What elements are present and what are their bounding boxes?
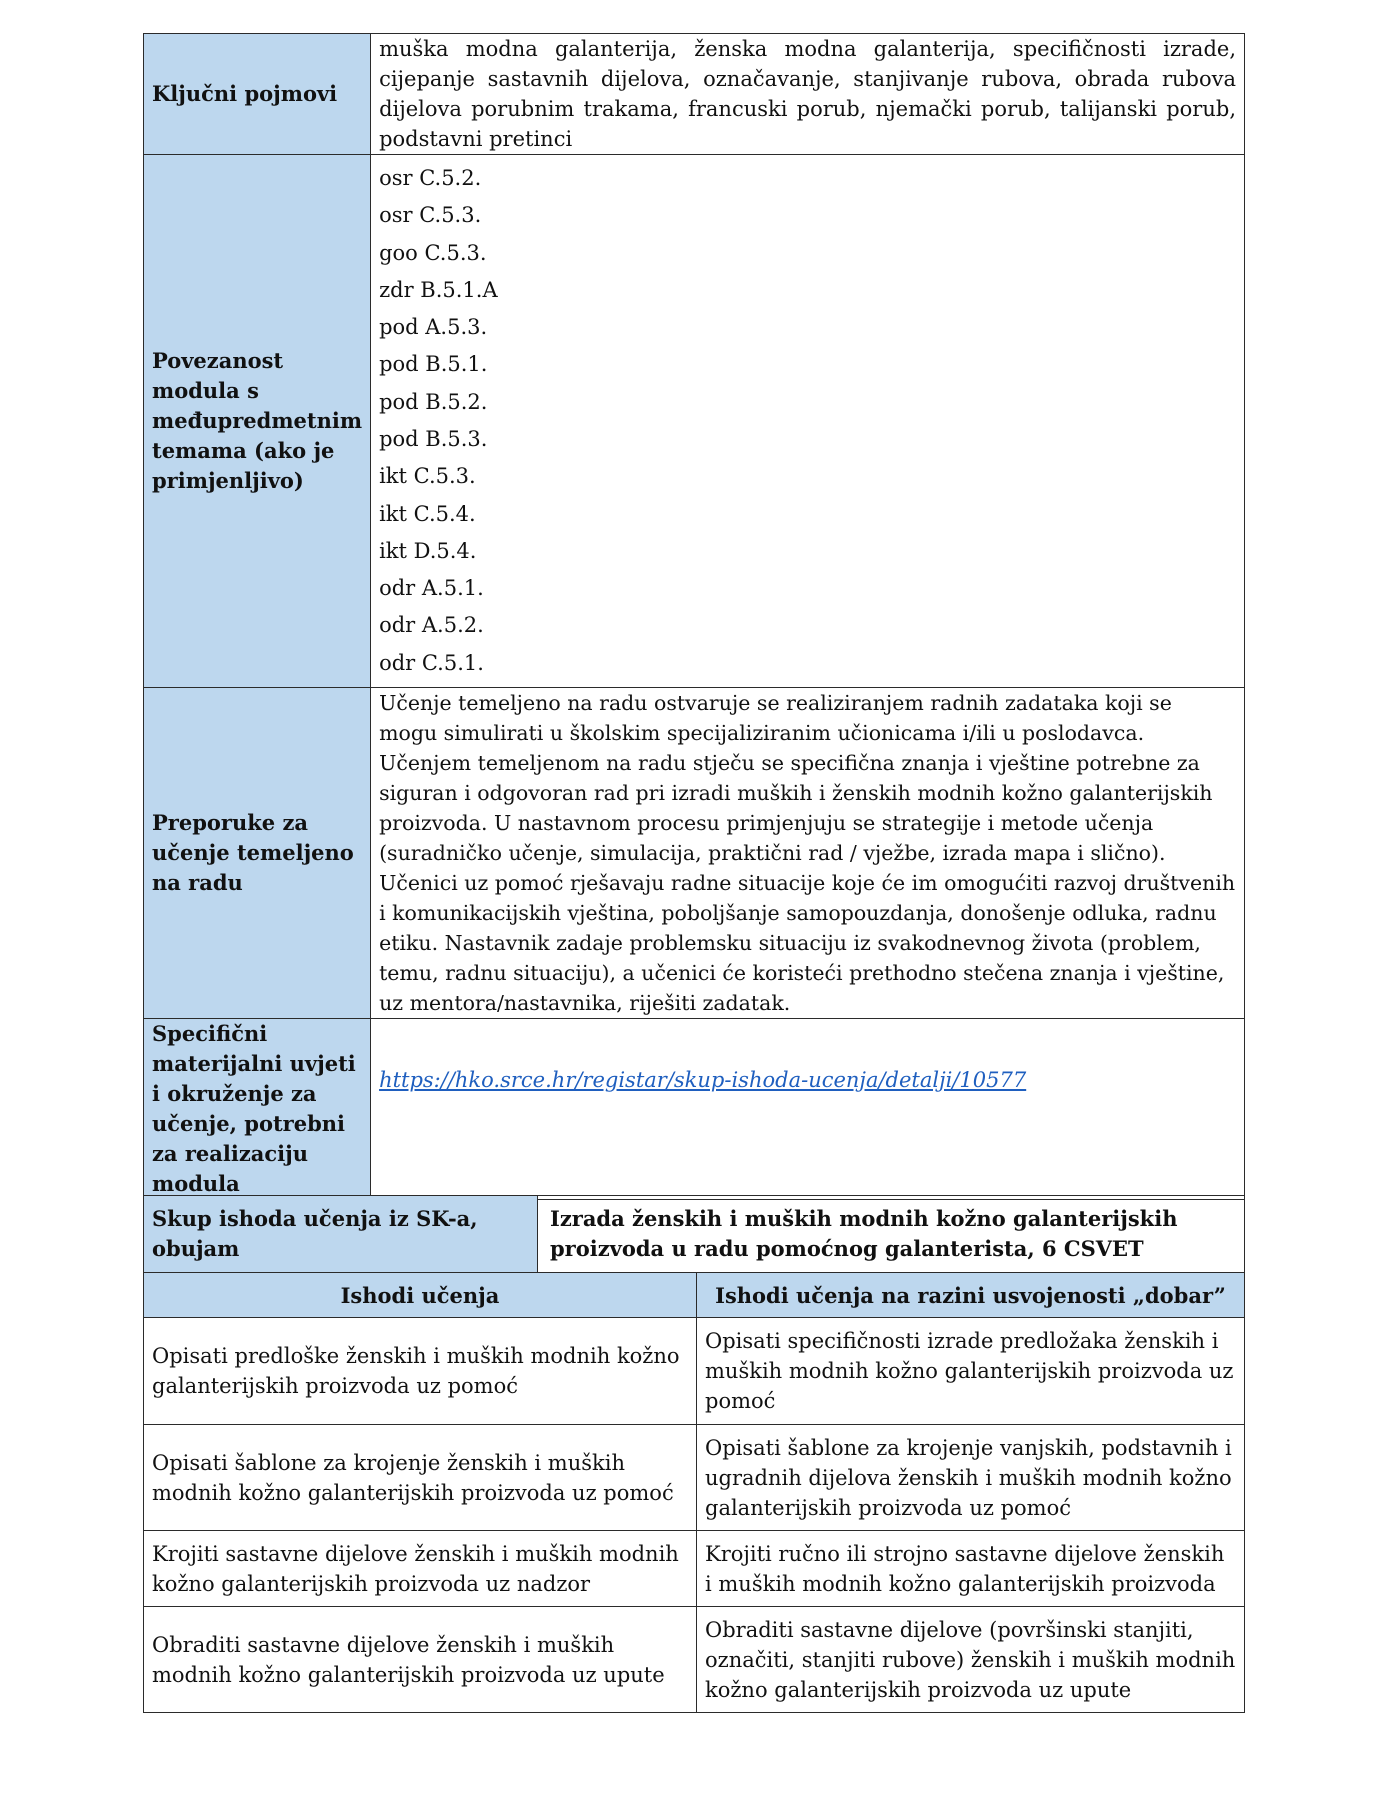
outcomes-header-row	[144, 1273, 1245, 1318]
cross-curricular-codes	[371, 155, 1245, 688]
outcomes-good-header: Ishodi učenja na razini usvojenosti „dobar”	[697, 1273, 1245, 1318]
table-row	[144, 1318, 1245, 1425]
cross-curricular-row	[144, 155, 1245, 688]
outcome-cell: Opisati šablone za krojenje ženskih i muških modnih kožno galanterijskih proizvoda uz pomoć	[144, 1425, 697, 1531]
code-item: ikt C.5.4.	[379, 501, 476, 526]
code-item: pod B.5.2.	[379, 389, 488, 414]
code-item: pod A.5.3.	[379, 315, 488, 340]
work-based-learning-row	[144, 688, 1245, 1019]
outcome-cell: Krojiti sastavne dijelove ženskih i muških modnih kožno galanterijskih proizvoda uz nadzor	[144, 1531, 697, 1607]
key-terms-value: muška modna galanterija, ženska modna galanterija, specifičnosti izrade, cijepanje sastavnih dijelova, označavanje, stanjivanje rubova, obrada rubova dijelova porubnim trakama, francuski porub, njemački porub, talijanski porub, podstavni pretinci	[371, 34, 1245, 155]
code-item: ikt D.5.4.	[379, 538, 477, 563]
cross-curricular-label: Povezanost modula s međupredmetnim temama (ako je primjenljivo)	[144, 155, 371, 688]
code-item: pod B.5.3.	[379, 427, 488, 451]
module-info-table	[143, 33, 1245, 1200]
table-row	[144, 1607, 1245, 1713]
code-item: zdr B.5.1.A	[379, 277, 498, 302]
code-item: ikt C.5.3.	[379, 464, 476, 489]
code-item: goo C.5.3.	[379, 240, 487, 265]
key-terms-label: Ključni pojmovi	[144, 34, 371, 155]
outcomes-set-row	[144, 1196, 1245, 1273]
code-item: pod B.5.1.	[379, 352, 488, 377]
outcome-good-cell: Opisati šablone za krojenje vanjskih, podstavnih i ugradnih dijelova ženskih i muških modnih kožno galanterijskih proizvoda uz pomoć	[697, 1425, 1245, 1531]
code-item: odr A.5.1.	[379, 576, 484, 601]
outcome-cell: Opisati predloške ženskih i muških modnih kožno galanterijskih proizvoda uz pomoć	[144, 1318, 697, 1425]
code-item: osr C.5.2.	[379, 165, 482, 190]
outcomes-set-table	[143, 1195, 1245, 1273]
code-item: osr C.5.3.	[379, 203, 482, 228]
learning-outcomes-table	[143, 1272, 1245, 1713]
outcome-good-cell: Krojiti ručno ili strojno sastavne dijelove ženskih i muških modnih kožno galanterijskih proizvoda	[697, 1531, 1245, 1607]
work-based-learning-label: Preporuke za učenje temeljeno na radu	[144, 688, 371, 1019]
table-row	[144, 1531, 1245, 1607]
outcome-cell: Obraditi sastavne dijelove ženskih i muških modnih kožno galanterijskih proizvoda uz upute	[144, 1607, 697, 1713]
code-item: odr C.5.1.	[379, 650, 484, 675]
outcomes-set-value: Izrada ženskih i muških modnih kožno galanterijskih proizvoda u radu pomoćnog galanterista, 6 CSVET	[538, 1196, 1245, 1273]
outcomes-set-label: Skup ishoda učenja iz SK-a, obujam	[144, 1196, 538, 1273]
table-row	[144, 1425, 1245, 1531]
key-terms-row	[144, 34, 1245, 155]
outcome-good-cell: Obraditi sastavne dijelove (površinski stanjiti, označiti, stanjiti rubove) ženskih i muških modnih kožno galanterijskih proizvoda uz upute	[697, 1607, 1245, 1713]
register-link[interactable]: https://hko.srce.hr/registar/skup-ishoda-ucenja/detalji/10577	[379, 1068, 1027, 1092]
outcome-good-cell: Opisati specifičnosti izrade predložaka ženskih i muških modnih kožno galanterijskih proizvoda uz pomoć	[697, 1318, 1245, 1425]
outcomes-header: Ishodi učenja	[144, 1273, 697, 1318]
material-conditions-row	[144, 1019, 1245, 1200]
material-conditions-value	[371, 1019, 1245, 1200]
code-item: odr A.5.2.	[379, 613, 484, 638]
material-conditions-label: Specifični materijalni uvjeti i okruženje za učenje, potrebni za realizaciju modula	[144, 1019, 371, 1200]
work-based-learning-value: Učenje temeljeno na radu ostvaruje se realiziranjem radnih zadataka koji se mogu simulirati u školskim specijaliziranim učionicama i/ili u poslodavca. Učenjem temeljenom na radu stječu se specifična znanja i vještine potrebne za siguran i odgovoran rad pri izradi muških i ženskih modnih kožno galanterijskih proizvoda. U nastavnom procesu primjenjuju se strategije i metode učenja (suradničko učenje, simulacija, praktični rad / vježbe, izrada mapa i slično). Učenici uz pomoć rješavaju radne situacije koje će im omogućiti razvoj društvenih i komunikacijskih vještina, poboljšanje samopouzdanja, donošenje odluka, radnu etiku. Nastavnik zadaje problemsku situaciju iz svakodnevnog života (problem, temu, radnu situaciju), a učenici će koristeći prethodno stečena znanja i vještine, uz mentora/nastavnika, riješiti zadatak.	[371, 688, 1245, 1019]
